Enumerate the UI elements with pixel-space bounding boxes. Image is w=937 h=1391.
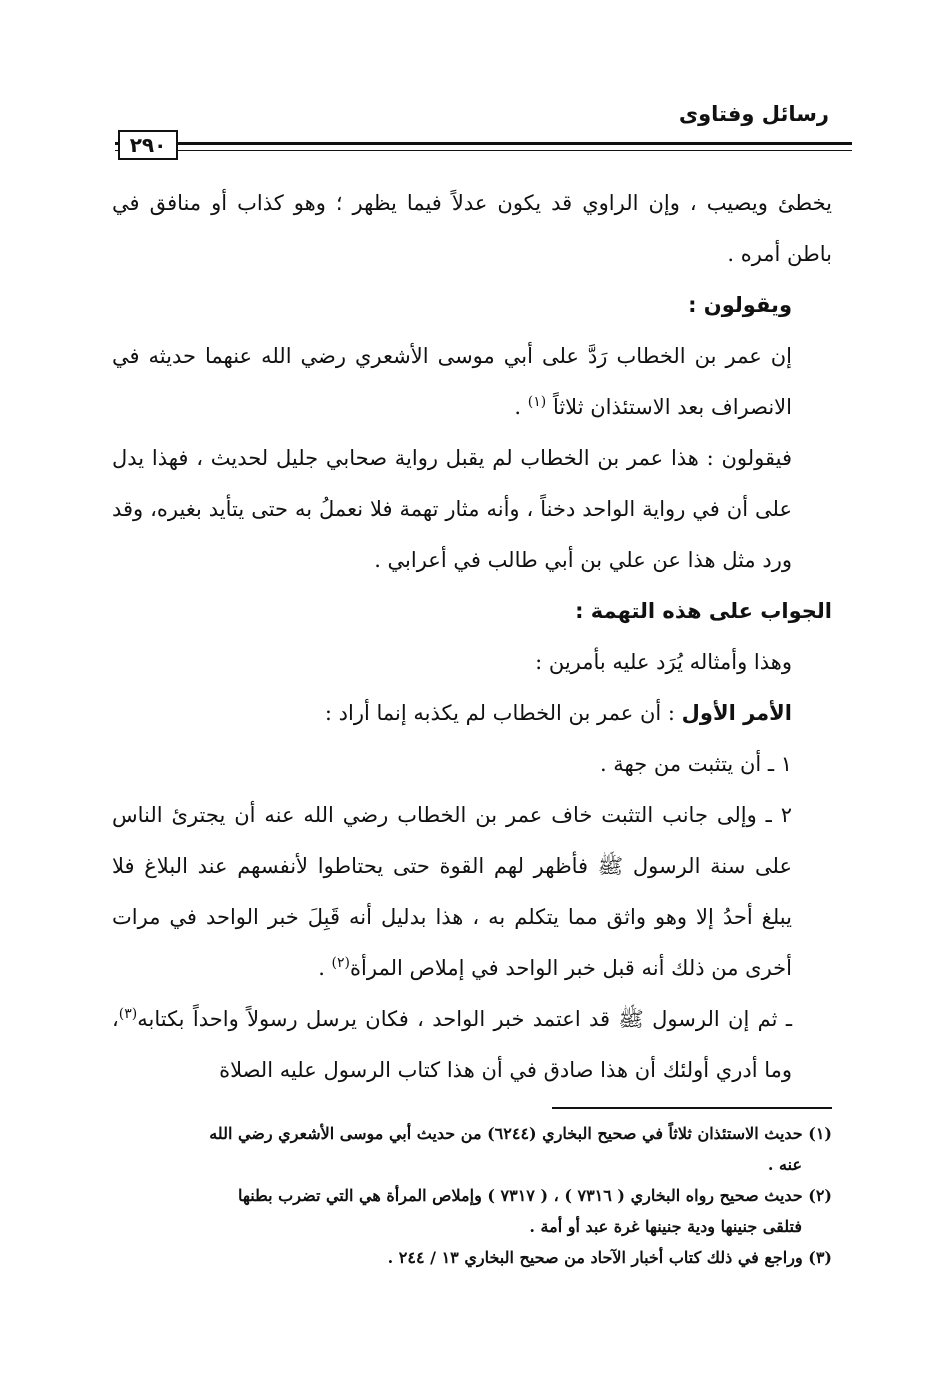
paragraph-7-rest: : أن عمر بن الخطاب لم يكذبه إنما أراد : [324, 701, 682, 725]
paragraph-6: وهذا وأمثاله يُرَد عليه بأمرين : [535, 650, 792, 674]
footnote-separator [552, 1107, 832, 1109]
footnote-1-continued: عنه . [767, 1155, 802, 1174]
list-item-2-text: ٢ ـ وإلى جانب التثبت خاف عمر بن الخطاب رضي الله عنه أن يجترئ الناس على سنة الرسول ﷺ فأظهر لهم القوة حتى يحتاطوا لأنفسهم عند البلاغ فلا يبلغ أحدُ إلا وهو واثق مما يتكلم به ، هذا بدليل أنه قَبِلَ خبر الواحد في مرات أخرى من ذلك أنه قبل خبر الواحد في إملاص المرأة [112, 803, 792, 980]
footnote-3: (٣) وراجع في ذلك كتاب أخبار الآحاد من صحيح البخاري ١٣ / ٢٤٤ . [387, 1248, 832, 1267]
main-text [112, 178, 832, 1096]
header-rule [180, 142, 852, 151]
list-item-1: ١ ـ أن يتثبت من جهة . [599, 752, 792, 776]
paragraph-10-text-1: ـ ثم إن الرسول ﷺ قد اعتمد خبر الواحد ، فكان يرسل رسولاً واحداً بكتابه [137, 1007, 792, 1031]
footnote-1: (١) حديث الاستئذان ثلاثاً في صحيح البخاري (٦٢٤٤) من حديث أبي موسى الأشعري رضي الله [209, 1124, 832, 1143]
paragraph-3-text: إن عمر بن الخطاب رَدَّ على أبي موسى الأشعري رضي الله عنهما حديثه في الانصراف بعد الاستئذان ثلاثاً [112, 344, 792, 419]
footnotes [112, 1118, 832, 1273]
footnote-ref-2[interactable]: (٢) [331, 955, 351, 971]
footnote-2: (٢) حديث صحيح رواه البخاري ( ٧٣١٦ ) ، ( ٧٣١٧ ) وإملاص المرأة هي التي تضرب بطنها [237, 1186, 832, 1205]
heading-they-say: ويقولون : [688, 293, 792, 317]
paragraph-7 [112, 688, 832, 739]
footnote-ref-1[interactable]: (١) [527, 394, 547, 410]
heading-answer: الجواب على هذه التهمة : [575, 599, 832, 623]
paragraph-3-end: . [514, 395, 528, 419]
paragraph-4: فيقولون : هذا عمر بن الخطاب لم يقبل رواية صحابي جليل لحديث ، فهذا يدل على أن في رواية الواحد دخناً ، وأنه مثار تهمة فلا نعملُ به حتى يتأيد بغيره، وقد ورد مثل هذا عن علي بن أبي طالب في أعرابي . [112, 446, 792, 572]
paragraph-3 [112, 331, 832, 433]
list-item-2 [112, 790, 832, 994]
first-matter-label: الأمر الأول [681, 701, 792, 725]
running-title: رسائل وفتاوى [678, 102, 829, 126]
page-number: ٢٩٠ [118, 130, 178, 160]
list-item-2-end: . [318, 956, 332, 980]
footnote-ref-3[interactable]: (٣) [118, 1006, 138, 1022]
paragraph-1: يخطئ ويصيب ، وإن الراوي قد يكون عدلاً فيما يظهر ؛ وهو كذاب أو منافق في باطن أمره . [112, 191, 832, 266]
paragraph-10-text-2: ، وما أدري أولئك أن هذا صادق في أن هذا كتاب الرسول عليه الصلاة [112, 1007, 792, 1082]
paragraph-10 [112, 994, 832, 1096]
footnote-2-continued: فتلقى جنينها ودية جنينها غرة عبد أو أمة . [529, 1217, 802, 1236]
